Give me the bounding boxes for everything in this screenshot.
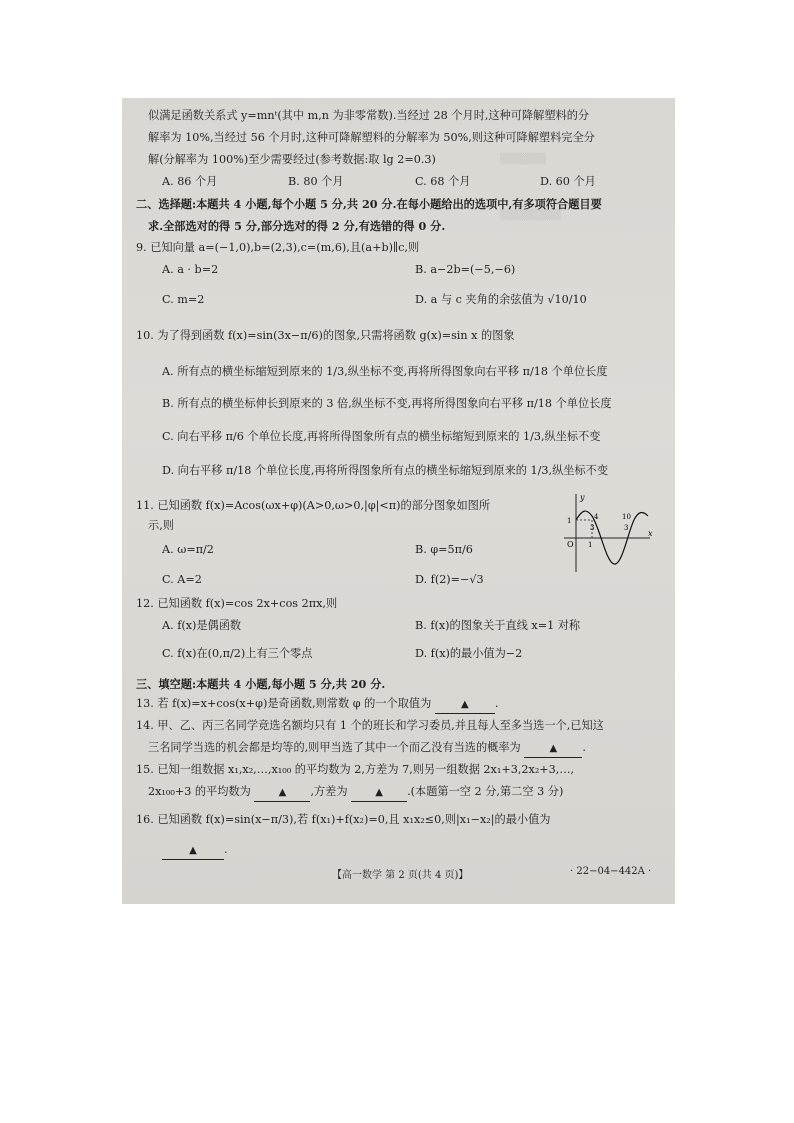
mark-ten: 10: [622, 513, 631, 521]
blank-marker-icon: ▲: [278, 787, 287, 798]
q14-line1: 14. 甲、乙、丙三名同学竞选名额均只有 1 个的班长和学习委员,并且每人至多当选一个,已知这: [136, 719, 604, 732]
q14-line2: [148, 740, 586, 758]
exam-page: [122, 98, 675, 904]
q8-line2: 解率为 10%,当经过 56 个月时,这种可降解塑料的分解率为 50%,则这种可降解塑料完全分: [148, 131, 595, 144]
blank-marker-icon: ▲: [549, 743, 558, 754]
q8-line3: 解(分解率为 100%)至少需要经过(参考数据:取 lg 2=0.3): [148, 153, 436, 166]
bleed-through-text: ▒▒▒▒▒▒▒▒: [500, 210, 562, 221]
q9-option-d: D. a 与 c 夹角的余弦值为 √10/10: [415, 293, 587, 306]
bleed-through-text: ▒▒▒▒▒▒: [500, 154, 547, 165]
q11-stem: 11. 已知函数 f(x)=Acos(ωx+φ)(A>0,ω>0,|φ|<π)的部分图象如图所: [136, 499, 491, 512]
q10-option-c: C. 向右平移 π/6 个单位长度,再将所得图象所有点的横坐标缩短到原来的 1/3,纵坐标不变: [162, 430, 601, 443]
q13-text: 13. 若 f(x)=x+cos(x+φ)是奇函数,则常数 φ 的一个取值为: [136, 697, 432, 710]
blank-marker-icon: ▲: [375, 787, 383, 798]
q16-answer-blank[interactable]: [162, 842, 224, 860]
q11-option-d: D. f(2)=−√3: [415, 573, 484, 586]
mark-three-a: 3: [590, 524, 595, 532]
q15-line2: [148, 784, 563, 802]
q14-period: .: [582, 741, 586, 754]
q15-answer-blank-2[interactable]: [351, 784, 407, 802]
blank-marker-icon: ▲: [460, 699, 469, 710]
section2-heading-cont: 求.全部选对的得 5 分,部分选对的得 2 分,有选错的得 0 分.: [148, 219, 446, 233]
q9-stem: 9. 已知向量 a=(−1,0),b=(2,3),c=(m,6),且(a+b)∥c,则: [136, 241, 420, 254]
q9-option-a: A. a · b=2: [162, 263, 219, 276]
q12-option-b: B. f(x)的图象关于直线 x=1 对称: [415, 619, 581, 632]
q13-answer-blank[interactable]: [435, 696, 495, 714]
q10-option-b: B. 所有点的横坐标伸长到原来的 3 倍,纵坐标不变,再将所得图象向右平移 π/18 个单位长度: [162, 397, 612, 410]
origin-label: O: [567, 540, 574, 549]
q8-line1: 似满足函数关系式 y=mnᵗ(其中 m,n 为非零常数).当经过 28 个月时,这种可降解塑料的分: [148, 109, 590, 122]
q8-option-a: A. 86 个月: [162, 175, 218, 188]
q11-option-b: B. φ=5π/6: [415, 543, 473, 556]
section3-heading: 三、填空题:本题共 4 小题,每小题 5 分,共 20 分.: [136, 677, 386, 691]
q10-option-d: D. 向右平移 π/18 个单位长度,再将所得图象所有点的横坐标缩短到原来的 1/3,纵坐标不变: [162, 464, 609, 477]
q13-period: .: [494, 697, 499, 710]
q11-stem-cont: 示,则: [148, 519, 174, 532]
mark-three-b: 3: [624, 524, 629, 532]
q15-text-a: 2x₁₀₀+3 的平均数为: [148, 785, 251, 798]
y-tick-label: 1: [567, 517, 572, 525]
q10-option-a: A. 所有点的横坐标缩短到原来的 1/3,纵坐标不变,再将所得图象向右平移 π/18 个单位长度: [162, 365, 608, 378]
page-footer-code: · 22−04−442A ·: [570, 866, 652, 877]
q10-stem: 10. 为了得到函数 f(x)=sin(3x−π/6)的图象,只需将函数 g(x)=sin x 的图象: [136, 329, 515, 342]
mark-one: 1: [588, 541, 593, 549]
q13-stem: [136, 696, 498, 714]
q8-option-b: B. 80 个月: [288, 175, 344, 188]
q8-option-c: C. 68 个月: [415, 175, 471, 188]
q15-text-c: .(本题第一空 2 分,第二空 3 分): [407, 785, 564, 798]
q16-line1: 16. 已知函数 f(x)=sin(x−π/3),若 f(x₁)+f(x₂)=0,且 x₁x₂≤0,则|x₁−x₂|的最小值为: [136, 813, 551, 826]
x-axis-label: x: [648, 529, 653, 538]
q9-option-b: B. a−2b=(−5,−6): [415, 263, 516, 276]
q15-text-b: ,方差为: [310, 785, 348, 798]
q11-option-c: C. A=2: [162, 573, 202, 586]
q15-answer-blank-1[interactable]: [254, 784, 310, 802]
q12-option-c: C. f(x)在(0,π/2)上有三个零点: [162, 647, 313, 660]
q12-stem: 12. 已知函数 f(x)=cos 2x+cos 2πx,则: [136, 597, 338, 610]
q14-answer-blank[interactable]: [524, 740, 582, 758]
q15-line1: 15. 已知一组数据 x₁,x₂,…,x₁₀₀ 的平均数为 2,方差为 7,则另一组数据 2x₁+3,2x₂+3,…,: [136, 763, 575, 776]
q16-line2: [162, 842, 228, 860]
blank-marker-icon: ▲: [189, 845, 197, 856]
q12-option-d: D. f(x)的最小值为−2: [415, 647, 523, 660]
q16-period: .: [224, 843, 228, 856]
cosine-graph: [562, 492, 654, 574]
section2-heading: 二、选择题:本题共 4 小题,每个小题 5 分,共 20 分.在每小题给出的选项中,有多项符合题目要: [136, 197, 602, 211]
q14-text: 三名同学当选的机会都是均等的,则甲当选了其中一个而乙没有当选的概率为: [148, 741, 521, 754]
q12-option-a: A. f(x)是偶函数: [162, 619, 242, 632]
q11-option-a: A. ω=π/2: [162, 543, 214, 556]
q8-option-d: D. 60 个月: [540, 175, 596, 188]
page-footer-title: 【高一数学 第 2 页(共 4 页)】: [332, 870, 469, 881]
q9-option-c: C. m=2: [162, 293, 205, 306]
y-axis-label: y: [580, 493, 585, 502]
mark-four: 4: [594, 513, 599, 521]
